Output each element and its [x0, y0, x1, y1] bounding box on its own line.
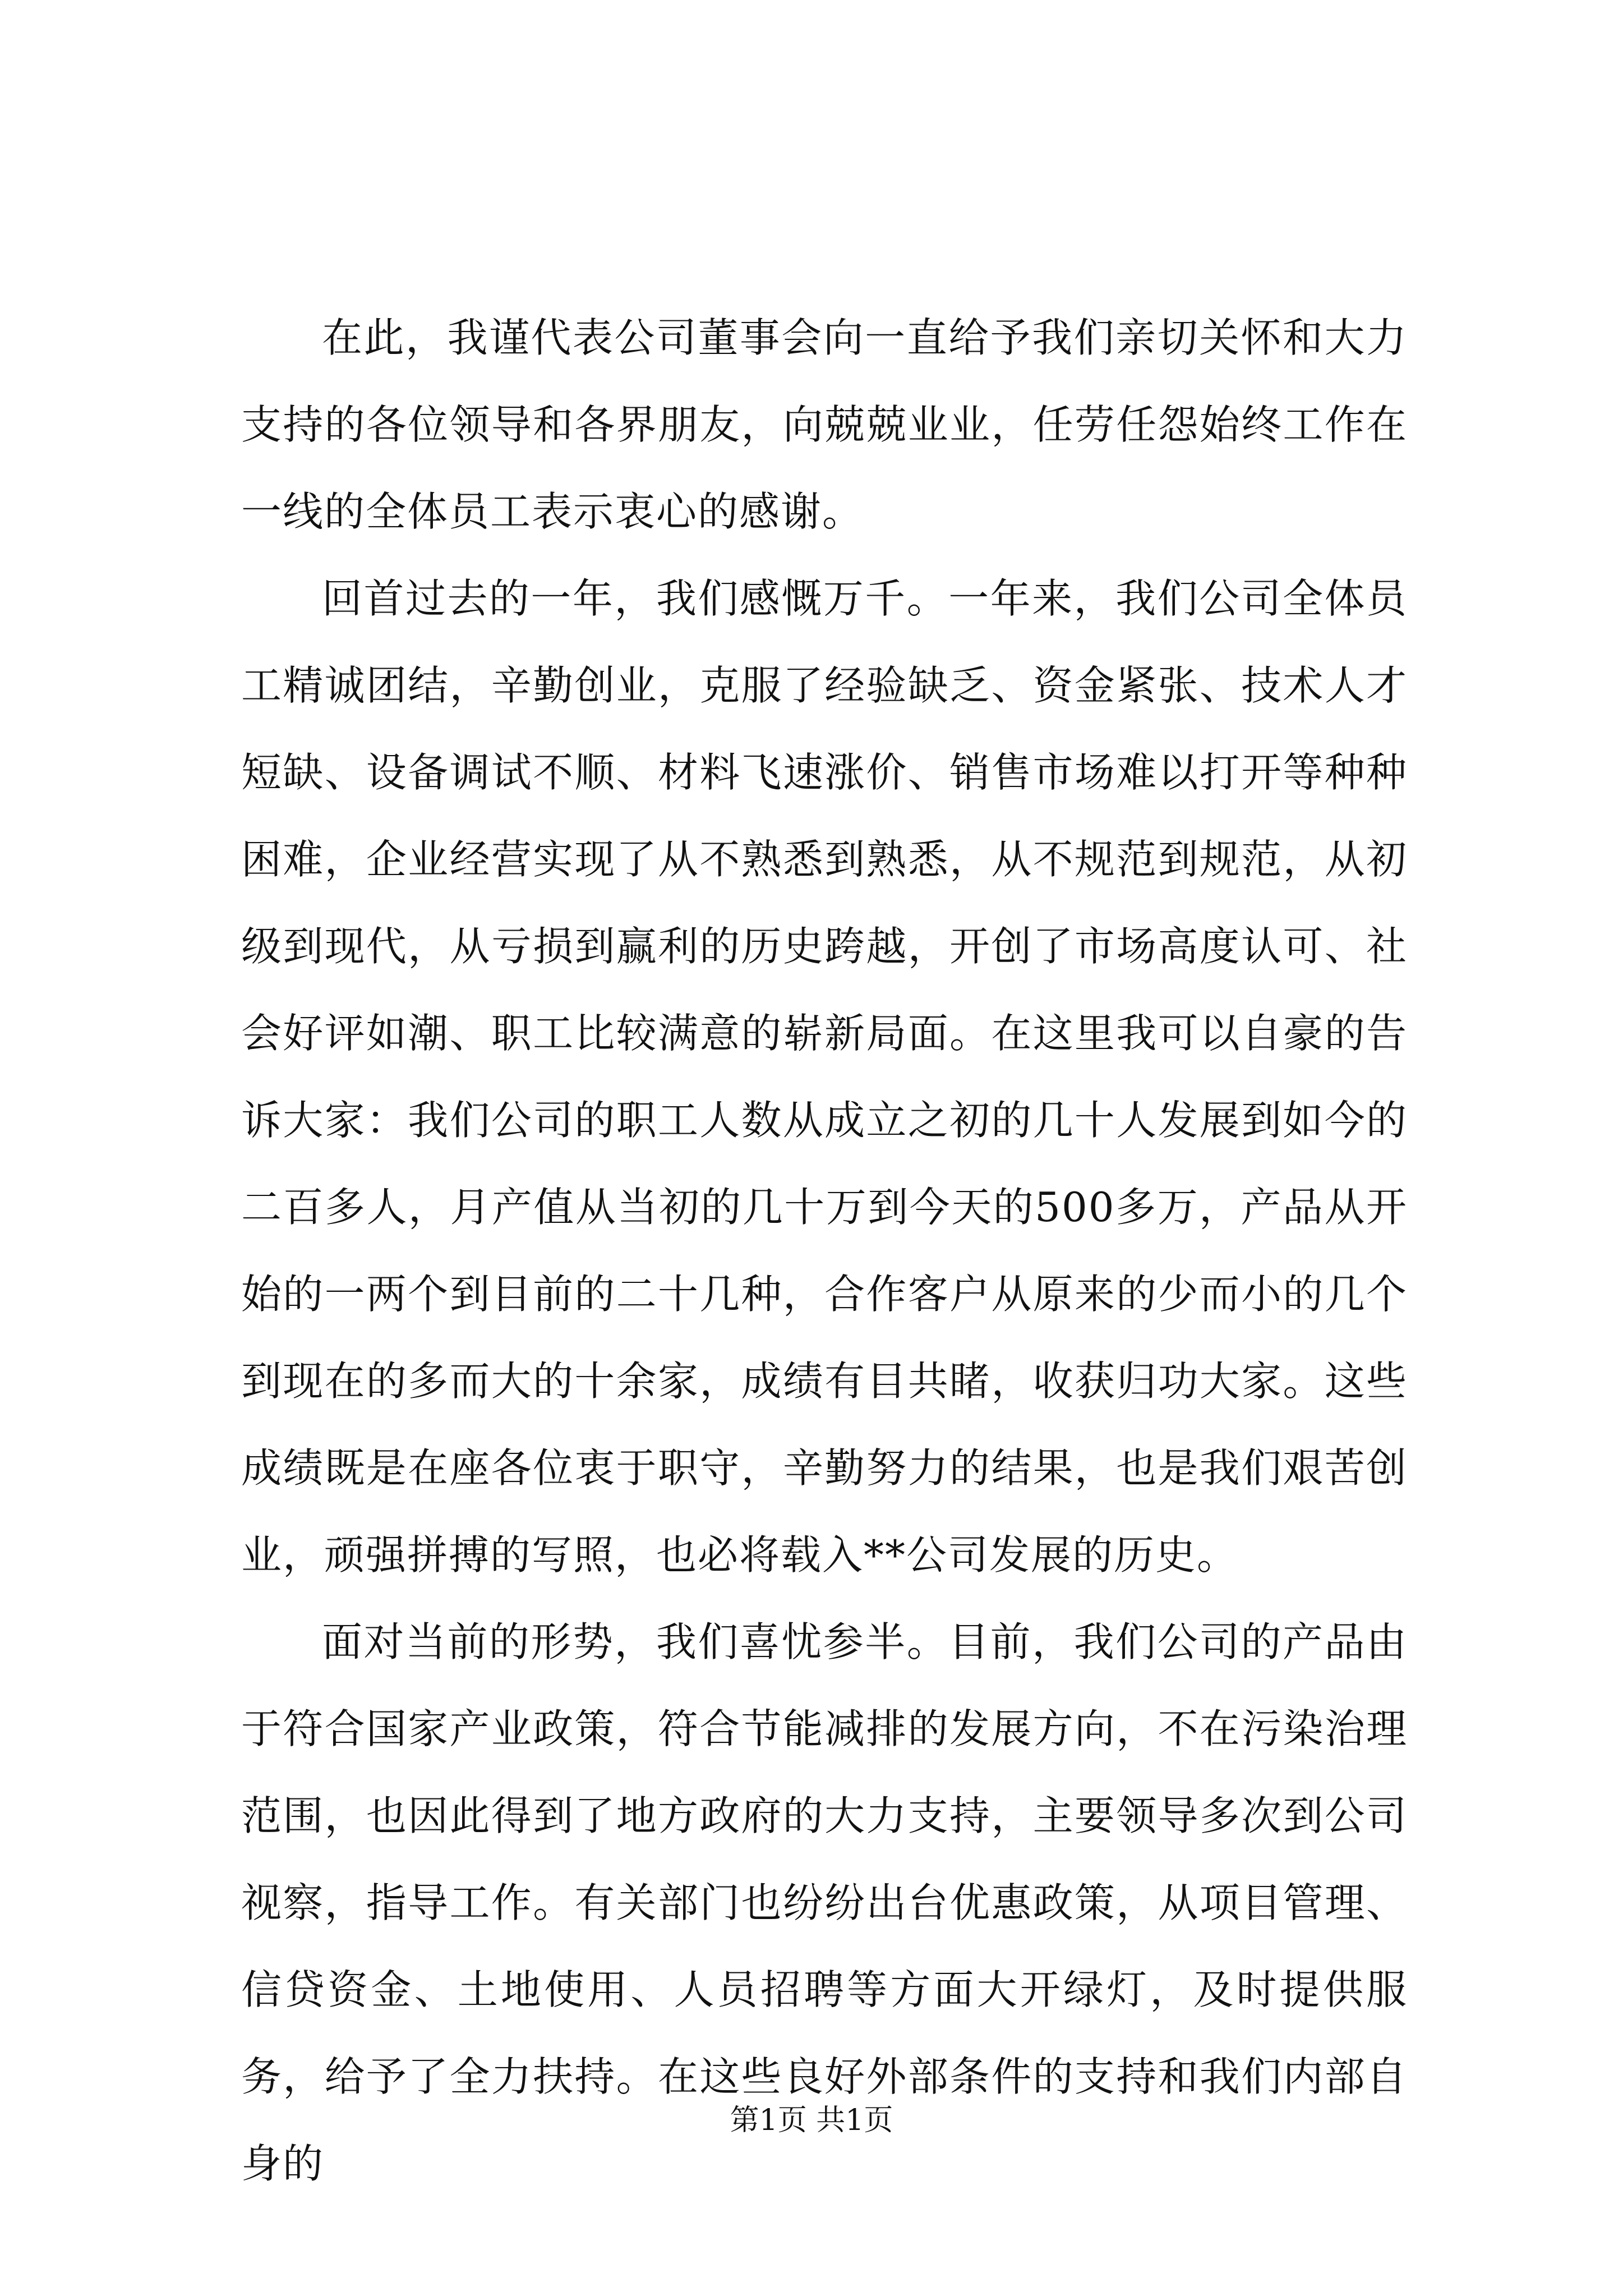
- paragraph-3: 面对当前的形势，我们喜忧参半。目前，我们公司的产品由于符合国家产业政策，符合节能减排的发展方向，不在污染治理范围，也因此得到了地方政府的大力支持，主要领导多次到公司视察，指导工作。有关部门也纷纷出台优惠政策，从项目管理、信贷资金、土地使用、人员招聘等方面大开绿灯，及时提供服务，给予了全力扶持。在这些良好外部条件的支持和我们内部自身的: [241, 1618, 1408, 2187]
- paragraph-2: 回首过去的一年，我们感慨万千。一年来，我们公司全体员工精诚团结，辛勤创业，克服了经验缺乏、资金紧张、技术人才短缺、设备调试不顺、材料飞速涨价、销售市场难以打开等种种困难，企业经营实现了从不熟悉到熟悉，从不规范到规范，从初级到现代，从亏损到赢利的历史跨越，开创了市场高度认可、社会好评如潮、职工比较满意的崭新局面。在这里我可以自豪的告诉大家：我们公司的职工人数从成立之初的几十人发展到如今的二百多人，月产值从当初的几十万到今天的500多万，产品从开始的一两个到目前的二十几种，合作客户从原来的少而小的几个到现在的多而大的十余家，成绩有目共睹，收获归功大家。这些成绩既是在座各位衷于职守，辛勤努力的结果，也是我们艰苦创业，顽强拼搏的写照，也必将载入**公司发展的历史。: [241, 575, 1408, 1579]
- page-footer: 第1页 共1页: [730, 2104, 893, 2137]
- document-body: [241, 295, 1408, 2207]
- paragraph-1: 在此，我谨代表公司董事会向一直给予我们亲切关怀和大力支持的各位领导和各界朋友，向兢兢业业，任劳任怨始终工作在一线的全体员工表示衷心的感谢。: [241, 314, 1408, 535]
